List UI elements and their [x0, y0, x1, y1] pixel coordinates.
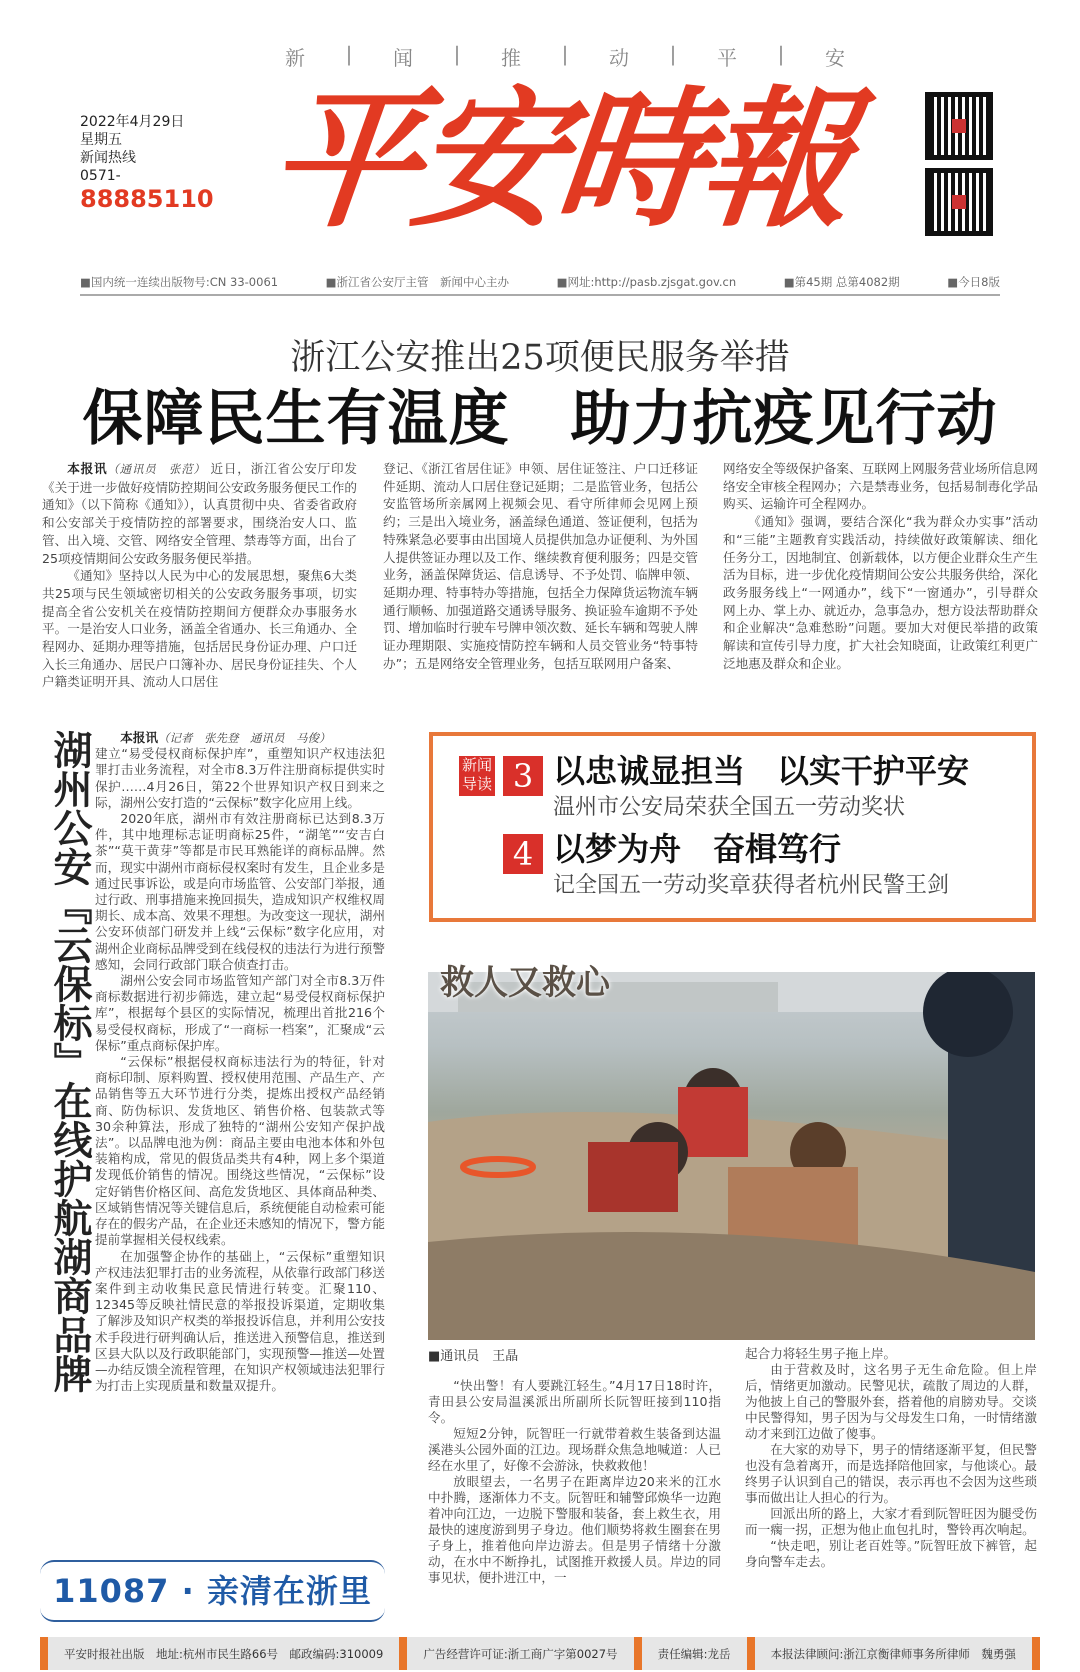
- rescue-headline: 救人又救心: [440, 963, 610, 1003]
- rescue-photo: [428, 972, 1035, 1340]
- slogan-separator: |: [561, 42, 569, 66]
- footer-editor: 责任编辑:龙岳: [657, 1646, 731, 1661]
- guide-headline[interactable]: 以忠诚显担当 以实干护平安: [553, 752, 970, 790]
- lead-subtitle: 浙江公安推出25项便民服务举措: [290, 338, 790, 378]
- footer: [40, 1637, 1040, 1670]
- footer-divider: [399, 1637, 407, 1670]
- masthead-logo: 平安時報: [260, 72, 856, 248]
- rescue-column-1: “快出警！有人要跳江轻生。”4月17日18时许，青田县公安局温溪派出所副所长阮智旺接到110指令。 短短2分钟，阮智旺一行就带着救生装备到达温溪港头公园外面的江边。现场群众焦急地喊道：人已经在水里了，好像不会游泳，快救救他！ 放眼望去，一名男子在距离岸边20来米的江水中扑腾，逐渐体力不支。阮智旺和辅警邱焕华一边跑着冲向江边，一边脱下警服和装备，套上救生衣，用最快的速度游到男子身边。他们顺势将救生圈套在男子身上，推着他向岸边游去。但是男子情绪十分激动，在水中不断挣扎，试图推开救援人员。岸边的同事见状，便扑进江中，一: [428, 1378, 721, 1585]
- qr-code-icon: [925, 168, 993, 236]
- photo-caption: ■通讯员 王晶: [428, 1349, 519, 1364]
- footer-publisher: 平安时报社出版 地址:杭州市民生路66号 邮政编码:310009: [64, 1646, 384, 1661]
- news-guide-box: [429, 732, 1036, 922]
- footer-divider: [40, 1637, 48, 1670]
- news-guide-tag: 新闻导读: [459, 756, 495, 796]
- weekday: 星期五: [80, 132, 122, 148]
- slogan-separator: |: [453, 42, 461, 66]
- guide-subheadline: 温州市公安局荣获全国五一劳动奖状: [553, 795, 906, 820]
- guide-page-number: 3: [503, 756, 543, 796]
- divider: [80, 294, 1000, 296]
- lead-headline: 保障民生有温度 助力抗疫见行动: [82, 384, 998, 454]
- qinqing-banner: 11087 · 亲清在浙里: [40, 1560, 385, 1622]
- slogan-separator: |: [777, 42, 785, 66]
- lead-column-1: 本报讯（通讯员 张范） 近日，浙江省公安厅印发《关于进一步做好疫情防控期间公安政务服务便民工作的通知》（以下简称《通知》），认真贯彻中央、省委省政府和公安部关于疫情防控的部署要求，围绕治安人口、监管、出入境、交管、网络安全管理、禁毒等方面，出台了25项疫情期间公安政务服务便民举措。 《通知》坚持以人民为中心的发展思想，聚焦6大类共25项与民生领域密切相关的公安政务服务事项，切实提高全省公安机关在疫情防控期间方便群众办事服务水平。一是治安人口业务，涵盖全省通办、长三角通办、全程网办、延期办理等措施，包括居民身份证办理、户口迁入长三角通办、居民户口簿补办、居民身份证挂失、个人户籍类证明开具、流动人口居住: [42, 461, 358, 690]
- guide-headline[interactable]: 以梦为舟 奋楫笃行: [553, 830, 842, 868]
- lead-column-2: 登记、《浙江省居住证》申领、居住证签注、户口迁移证件延期、流动人口居住登记延期；二是监管业务，包括公安监管场所亲属网上视频会见、看守所律师会见网上预约；三是出入境业务，涵盖绿色通道、签证便利，包括为特殊紧急必要事由出国境人员提供加急办证便利、为外国人提供签证办理以及工作、继续教育便利服务；四是交管业务，涵盖保障货运、信息诱导、不予处罚、临牌申领、延期办理、特事特办等措施，包括全力保障货运物流车辆通行顺畅、加强道路交通诱导服务、换证验车逾期不予处罚、增加临时行驶车号牌申领次数、延长车辆和驾驶人牌证办理期限、实施疫情防控车辆和人员交管业务“特事特办”；五是网络安全管理业务，包括互联网用户备案、: [383, 461, 698, 671]
- hotline-number: 88885110: [80, 185, 214, 213]
- rescue-photo-image: [428, 972, 1035, 1340]
- footer-divider: [747, 1637, 755, 1670]
- masthead-slogan: 新 | 闻 | 推 | 动 | 平 | 安: [285, 42, 845, 70]
- footer-divider: [1032, 1637, 1040, 1670]
- guide-page-number: 4: [503, 834, 543, 874]
- date-block: [80, 113, 214, 213]
- rescue-column-2: 起合力将轻生男子拖上岸。 由于营救及时，这名男子无生命危险。但上岸后，情绪更加激动。民警见状，疏散了周边的人群，为他披上自己的警服外套，搭着他的肩膀劝导。交谈中民警得知，男子因为与父母发生口角，一时情绪激动才来到江边做了傻事。 在大家的劝导下，男子的情绪逐渐平复，但民警也没有急着离开，而是选择陪他回家，与他谈心。最终男子认识到自己的错误，表示再也不会因为这些琐事而做出让人担心的行为。 回派出所的路上，大家才看到阮智旺因为腿受伤而一瘸一拐，正想为他止血包扎时，警铃再次响起。 “快走吧，别让老百姓等。”阮智旺放下裤管，起身向警车走去。: [745, 1346, 1037, 1569]
- huzhou-article: 本报讯（记者 张先登 通讯员 马俊） 建立“易受侵权商标保护库”，重塑知识产权违法犯罪打击业务流程，对全市8.3万件注册商标提供实时保护……4月26日，第22个世界知识产权日到来之际，湖州公安打造的“云保标”数字化应用上线。 2020年底，湖州市有效注册商标已达到8.3万件，其中地理标志证明商标25件，“湖笔”“安吉白茶”“莫干黄芽”等都是市民耳熟能详的商标品牌。然而，现实中湖州市商标侵权案时有发生，且企业多是通过民事诉讼，或是向市场监管、公安部门举报，通过行政、刑事措施来挽回损失，造成知识产权维权周期长、成本高、效果不理想。为改变这一现状，湖州公安环侦部门研发并上线“云保标”数字化应用，对湖州企业商标品牌受到在线侵权的违法行为进行预警感知，会同行政部门联合侦查打击。 湖州公安会同市场监管知产部门对全市8.3万件商标数据进行初步筛选，建立起“易受侵权商标保护库”，根据每个县区的实际情况，梳理出首批216个易受侵权商标，形成了“一商标一档案”，汇聚成“云保标”重点商标保护库。 “云保标”根据侵权商标违法行为的特征，针对商标印制、原料购置、授权使用范围、产品生产、产品销售等五大环节进行分类，提炼出授权产品经销商、防伪标识、发货地区、销售价格、包装款式等30余种算法，形成了独特的“湖州公安知产保护战法”。以品牌电池为例：商品主要由电池本体和外包装箱构成，常见的假货品类共有4种，网上多个渠道发现低价销售的情况。围绕这些情况，“云保标”设定好销售价格区间、高危发货地区、具体商品种类、区域销售情况等关键信息后，系统便能自动检索可能存在的假劣产品，在企业还未感知的情况下，警方能提前掌握相关侵权线索。 在加强警企协作的基础上，“云保标”重塑知识产权违法犯罪打击的业务流程，从依靠行政部门移送案件到主动收集民意民情进行转变。汇聚110、12345等反映社情民意的举报投诉渠道，定期收集了解涉及知识产权类的举报投诉信息，并利用公安技术手段进行研判确认后，推送进入预警信息，推送到区县大队以及行政职能部门，实现预警—推送—处置—办结反馈全流程管理，在知识产权领域违法犯罪行为打击上实现质量和数量双提升。: [95, 730, 385, 1394]
- huzhou-headline: 湖州公安『云保标』在线护航湖商品牌: [47, 730, 92, 1393]
- footer-legal-advisor: 本报法律顾问:浙江京衡律师事务所律师 魏勇强: [770, 1646, 1016, 1661]
- slogan-separator: |: [669, 42, 677, 66]
- guide-subheadline: 记全国五一劳动奖章获得者杭州民警王剑: [553, 873, 950, 898]
- website-link[interactable]: ■网址:http://pasb.zjsgat.gov.cn: [556, 275, 737, 289]
- footer-ad-license: 广告经营许可证:浙工商广字第0027号: [423, 1646, 618, 1661]
- lead-column-3: 网络安全等级保护备案、互联网上网服务营业场所信息网络安全审核全程网办；六是禁毒业务，包括易制毒化学品购买、运输许可全程网办。 《通知》强调，要结合深化“我为群众办实事”活动和“三能”主题教育实践活动，持续做好政策解读、细化任务分工，因地制宜、创新载体，以方便企业群众生产生活为目标，进一步优化疫情期间公安公共服务供给，深化政务服务线上“一网通办”，线下“一窗通办”，引导群众网上办、掌上办、就近办，急事急办，想方设法帮助群众和企业解决“急难愁盼”问题。要加大对便民举措的政策解读和宣传引导力度，扩大社会知晓面，让政策红利更广泛地惠及群众和企业。: [723, 461, 1038, 671]
- publication-meta: ■国内统一连续出版物号:CN 33-0061 ■浙江省公安厅主管 新闻中心主办 ■网址:http://pasb.zjsgat.gov.cn ■第45期 总第4082期 ■今日8版: [80, 275, 1000, 289]
- hotline-label: 新闻热线: [80, 150, 136, 166]
- qr-code-icon: [925, 92, 993, 160]
- hotline-prefix: 0571-: [80, 168, 121, 184]
- slogan-separator: |: [345, 42, 353, 66]
- footer-divider: [634, 1637, 642, 1670]
- issue-date: 2022年4月29日: [80, 114, 185, 130]
